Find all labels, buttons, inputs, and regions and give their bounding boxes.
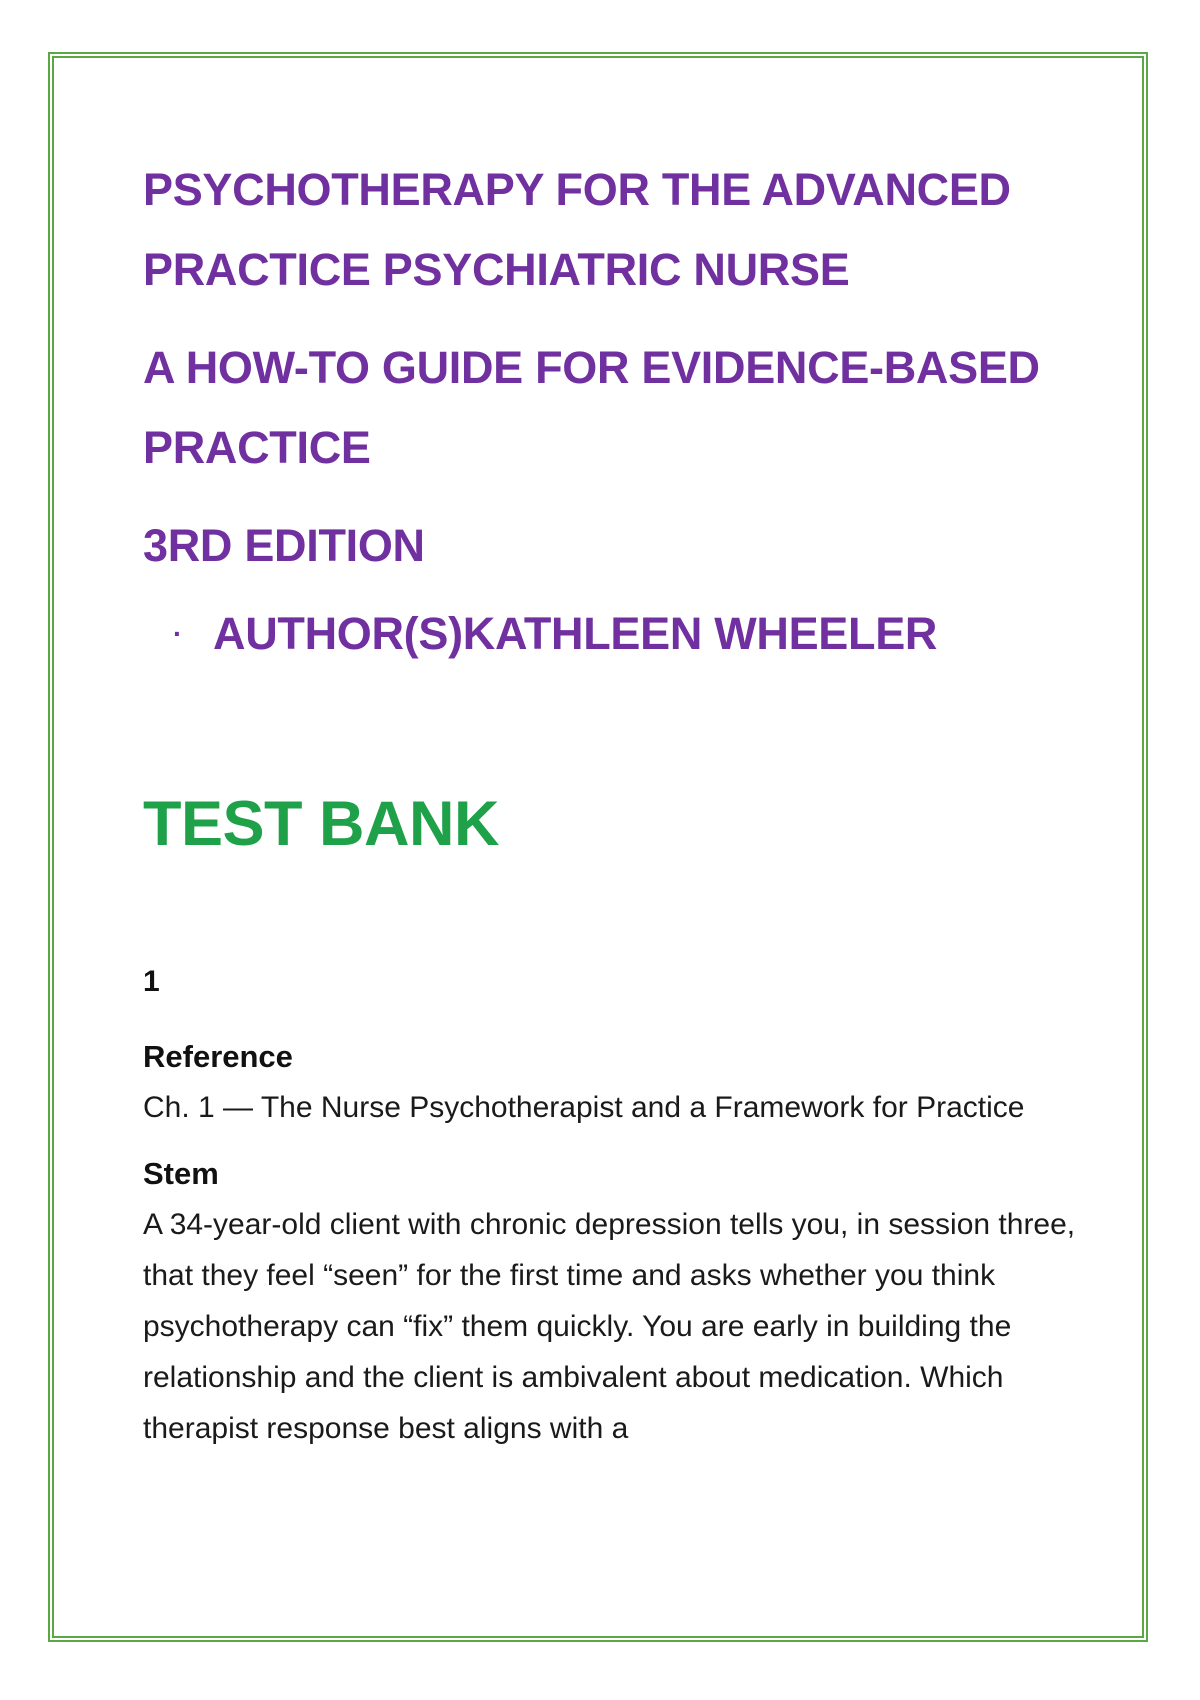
author: AUTHOR(S)KATHLEEN WHEELER — [213, 608, 938, 659]
subtitle-line-2: PRACTICE — [143, 422, 371, 473]
question-number: 1 — [143, 965, 160, 998]
title-line-1: PSYCHOTHERAPY FOR THE ADVANCED — [143, 164, 1011, 215]
test-bank-heading: TEST BANK — [143, 789, 499, 859]
book-title — [143, 150, 1083, 310]
bullet-icon: · — [173, 618, 183, 649]
stem-text: A 34-year-old client with chronic depression tells you, in session three, that they feel “seen” for the first time and asks whether you think psychotherapy can “fix” them quickly. You are early in building the relationship and the client is ambivalent about medication. Which therapist response best aligns with a — [143, 1208, 1076, 1445]
edition: 3RD EDITION — [143, 520, 425, 571]
document-content — [143, 150, 1083, 1454]
author-row — [143, 594, 1083, 674]
reference-text: Ch. 1 — The Nurse Psychotherapist and a Framework for Practice — [143, 1091, 1025, 1124]
reference-label: Reference — [143, 1039, 293, 1074]
subtitle-line-1: A HOW-TO GUIDE FOR EVIDENCE-BASED — [143, 342, 1040, 393]
title-line-2: PRACTICE PSYCHIATRIC NURSE — [143, 244, 850, 295]
stem-label: Stem — [143, 1156, 219, 1191]
book-subtitle — [143, 328, 1083, 488]
